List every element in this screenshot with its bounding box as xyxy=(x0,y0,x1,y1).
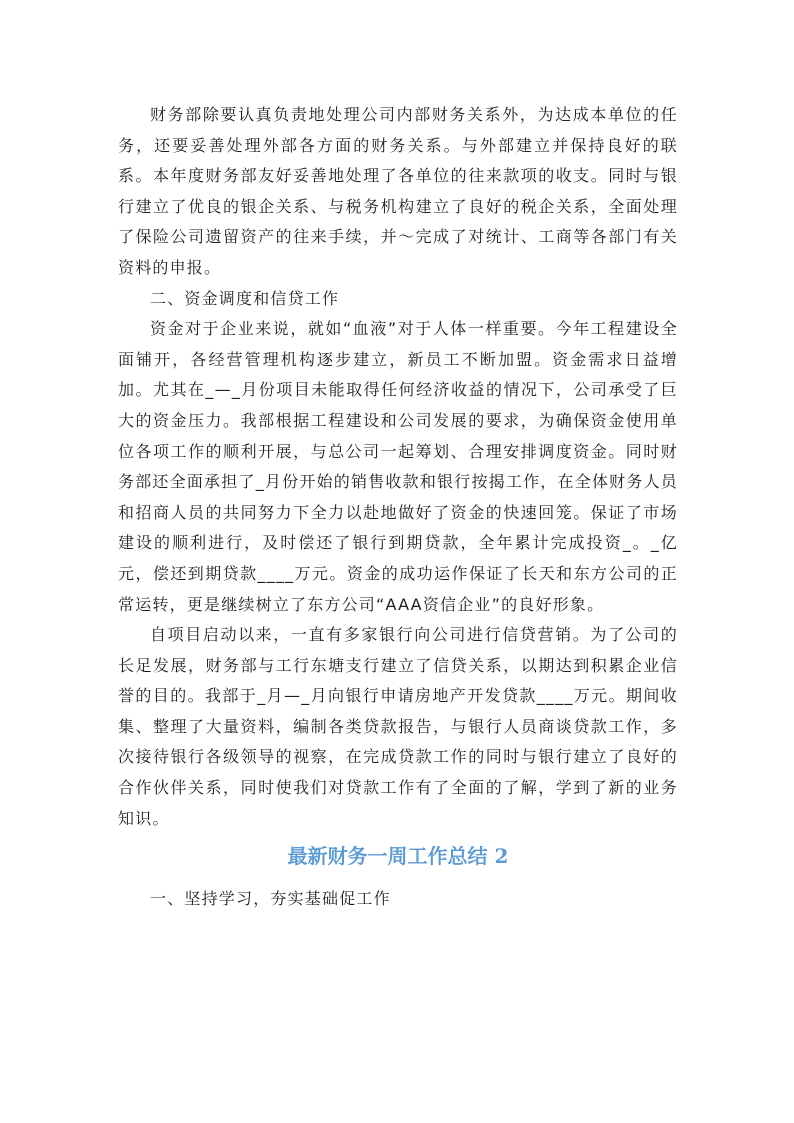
paragraph-external-relations: 财务部除要认真负责地处理公司内部财务关系外，为达成本单位的任务，还要妥善处理外部各方面的财务关系。与外部建立并保持良好的联系。本年度财务部友好妥善地处理了各单位的往来款项的收支。同时与银行建立了优良的银企关系、与税务机构建立了良好的税企关系，全面处理了保险公司遗留资产的往来手续，并～完成了对统计、工商等各部门有关资料的申报。 xyxy=(118,105,678,277)
paragraph-funds-dispatch: 资金对于企业来说，就如“血液”对于人体一样重要。今年工程建设全面铺开，各经营管理机构逐步建立，新员工不断加盟。资金需求日益增加。尤其在_—_月份项目未能取得任何经济收益的情况下，公司承受了巨大的资金压力。我部根据工程建设和公司发展的要求，为确保资金使用单位各项工作的顺利开展，与总公司一起筹划、合理安排调度资金。同时财务部还全面承担了_月份开始的销售收款和银行按揭工作，在全体财务人员和招商人员的共同努力下全力以赴地做好了资金的快速回笼。保证了市场建设的顺利进行，及时偿还了银行到期贷款，全年累计完成投资_。_亿元，偿还到期贷款____万元。资金的成功运作保证了长天和东方公司的正常运转，更是继续树立了东方公司“AAA资信企业”的良好形象。 xyxy=(118,319,678,614)
section-title: 最新财务一周工作总结 2 xyxy=(287,844,509,869)
paragraph-credit-work: 自项目启动以来，一直有多家银行向公司进行信贷营销。为了公司的长足发展，财务部与工行东塘支行建立了信贷关系，以期达到积累企业信誉的目的。我部于_月—_月向银行申请房地产开发贷款____万元。期间收集、整理了大量资料，编制各类贷款报告，与银行人员商谈贷款工作，多次接待银行各级领导的视察，在完成贷款工作的同时与银行建立了良好的合作伙伴关系，同时使我们对贷款工作有了全面的了解，学到了新的业务知识。 xyxy=(118,625,678,828)
heading-study-basics: 一、坚持学习，夯实基础促工作 xyxy=(150,889,391,909)
heading-funds-and-credit: 二、资金调度和信贷工作 xyxy=(150,288,340,308)
document-page xyxy=(118,100,678,915)
